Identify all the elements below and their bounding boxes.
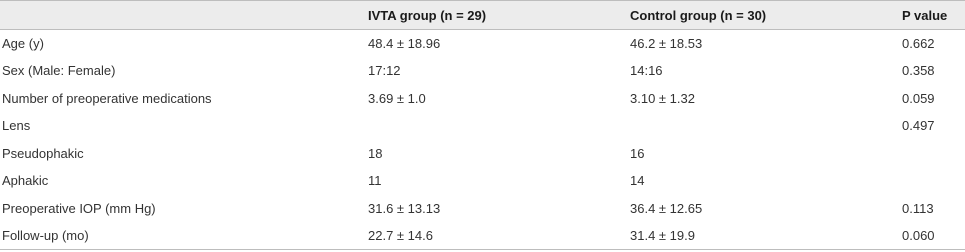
p-value: 0.060 [900,222,965,250]
header-cell-label [0,1,366,30]
row-label: Pseudophakic [2,145,84,161]
ivta-value: 17:12 [368,63,401,79]
p-value: 0.059 [902,90,935,106]
ivta-value [366,112,628,140]
control-value: 14 [630,173,645,189]
row-label: Age (y) [2,36,44,51]
table-row [0,222,965,250]
p-value [900,167,965,195]
control-value: 3.10 ± 1.32 [630,90,695,106]
p-value: 0.662 [902,36,935,51]
control-value [628,112,900,140]
control-value: 31.4 ± 19.9 [628,222,900,250]
ivta-value: 31.6 ± 13.13 [368,200,441,216]
row-label: Number of preoperative medications [2,90,212,106]
ivta-value: 3.69 ± 1.0 [368,90,426,106]
table-row [0,57,965,85]
header-cell-p-value: P value [900,1,965,30]
control-value: 36.4 ± 12.65 [630,200,703,216]
p-value [900,140,965,168]
header-cell-ivta-group: IVTA group (n = 29) [366,1,628,30]
table-row [0,167,965,195]
header-row [0,1,965,30]
row-label: Sex (Male: Female) [2,63,116,79]
control-value: 16 [630,145,645,161]
table-row [0,30,965,58]
ivta-value: 22.7 ± 14.6 [366,222,628,250]
p-value: 0.113 [902,200,934,216]
table-row [0,195,965,223]
ivta-value: 18 [368,145,383,161]
p-value: 0.358 [902,63,935,79]
row-label: Lens [2,118,31,134]
control-value: 14:16 [630,63,663,79]
control-value: 46.2 ± 18.53 [630,36,703,51]
p-value: 0.497 [902,118,935,134]
row-label: Preoperative IOP (mm Hg) [2,200,156,216]
table-row [0,140,965,168]
table-row [0,85,965,113]
row-label: Follow-up (mo) [0,222,366,250]
ivta-value: 11 [368,173,382,189]
header-cell-control-group: Control group (n = 30) [628,1,900,30]
table-row [0,112,965,140]
row-label: Aphakic [2,173,49,189]
ivta-value: 48.4 ± 18.96 [368,36,441,51]
